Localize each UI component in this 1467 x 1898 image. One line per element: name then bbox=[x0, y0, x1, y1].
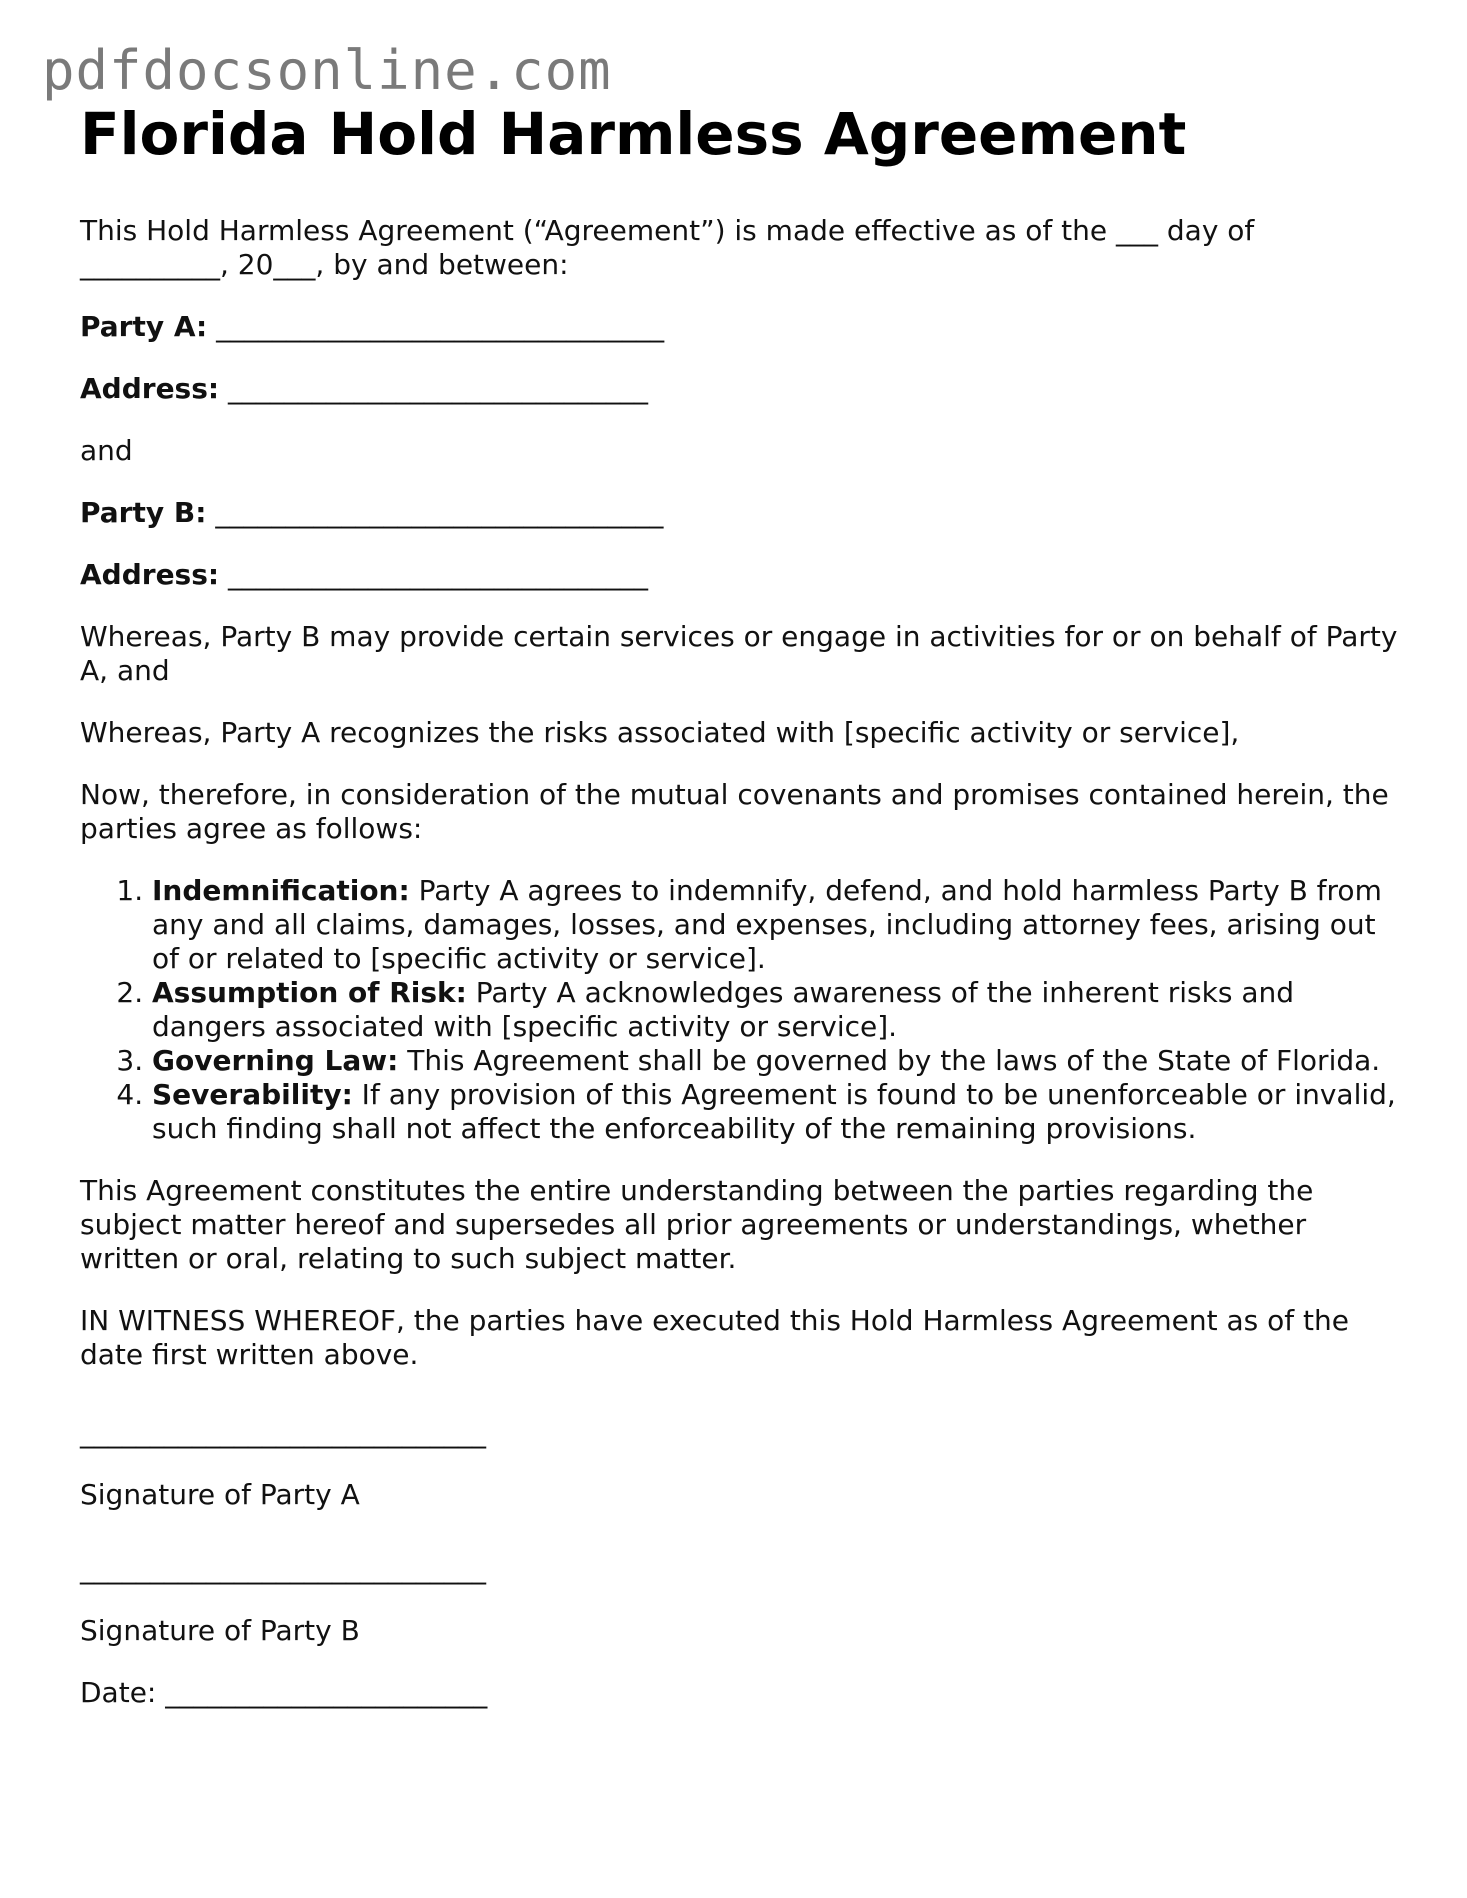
address-a-label: Address: bbox=[80, 371, 220, 405]
signature-b-label: Signature of Party B bbox=[80, 1613, 360, 1647]
term-item bbox=[152, 1044, 1400, 1078]
document-title: Florida Hold Harmless Agreement bbox=[80, 100, 1187, 168]
address-a-blank[interactable]: ______________________________ bbox=[228, 371, 648, 405]
term-text: Party A agrees to indemnify, defend, and hold harmless Party B from any and all claims, damages, losses, and expenses, including attorney fees, arising out of or related to [specific activity or service]. bbox=[152, 873, 1382, 975]
party-b-blank[interactable]: ________________________________ bbox=[215, 495, 664, 529]
term-text: This Agreement shall be governed by the laws of the State of Florida. bbox=[398, 1043, 1381, 1077]
intro-paragraph: This Hold Harmless Agreement (“Agreement”) is made effective as of the ___ day of __________, 20___, by and between: bbox=[80, 213, 1255, 281]
party-a-label: Party A: bbox=[80, 309, 208, 343]
party-b-label: Party B: bbox=[80, 495, 207, 529]
party-b-line bbox=[80, 496, 1400, 530]
now-therefore-paragraph: Now, therefore, in consideration of the mutual covenants and promises contained herein, the parties agree as follows: bbox=[80, 777, 1389, 845]
document-page bbox=[80, 100, 1400, 1738]
date-blank[interactable]: _______________________ bbox=[165, 1675, 488, 1709]
term-title: Assumption of Risk: bbox=[152, 975, 467, 1009]
term-item bbox=[152, 1078, 1400, 1146]
address-a-line bbox=[80, 372, 1400, 406]
term-text: Party A acknowledges awareness of the inherent risks and dangers associated with [specific activity or service]. bbox=[152, 975, 1295, 1043]
and-text: and bbox=[80, 433, 133, 467]
watermark: pdfdocsonline.com bbox=[42, 39, 612, 102]
address-b-blank[interactable]: ______________________________ bbox=[228, 557, 648, 591]
term-text: If any provision of this Agreement is found to be unenforceable or invalid, such finding shall not affect the enforceability of the remaining provisions. bbox=[152, 1077, 1396, 1145]
signature-a-line[interactable]: _____________________________ bbox=[80, 1415, 486, 1449]
address-b-label: Address: bbox=[80, 557, 220, 591]
date-line bbox=[80, 1676, 1400, 1710]
whereas-paragraph-2: Whereas, Party A recognizes the risks associated with [specific activity or service], bbox=[80, 715, 1240, 749]
term-title: Indemnification: bbox=[152, 873, 410, 907]
signature-b-line[interactable]: _____________________________ bbox=[80, 1551, 486, 1585]
date-label: Date: bbox=[80, 1675, 157, 1709]
whereas-paragraph-1: Whereas, Party B may provide certain services or engage in activities for or on behalf of Party A, and bbox=[80, 619, 1398, 687]
term-title: Severability: bbox=[152, 1077, 353, 1111]
witness-paragraph: IN WITNESS WHEREOF, the parties have executed this Hold Harmless Agreement as of the date first written above. bbox=[80, 1303, 1349, 1371]
signature-a-label: Signature of Party A bbox=[80, 1477, 360, 1511]
address-b-line bbox=[80, 558, 1400, 592]
term-item bbox=[152, 976, 1400, 1044]
party-a-blank[interactable]: ________________________________ bbox=[216, 309, 665, 343]
term-title: Governing Law: bbox=[152, 1043, 399, 1077]
entire-agreement-paragraph: This Agreement constitutes the entire understanding between the parties regarding the subject matter hereof and supersedes all prior agreements or understandings, whether written or oral, relating to such subject matter. bbox=[80, 1173, 1314, 1275]
terms-list bbox=[80, 874, 1400, 1146]
term-item bbox=[152, 874, 1400, 976]
party-a-line bbox=[80, 310, 1400, 344]
